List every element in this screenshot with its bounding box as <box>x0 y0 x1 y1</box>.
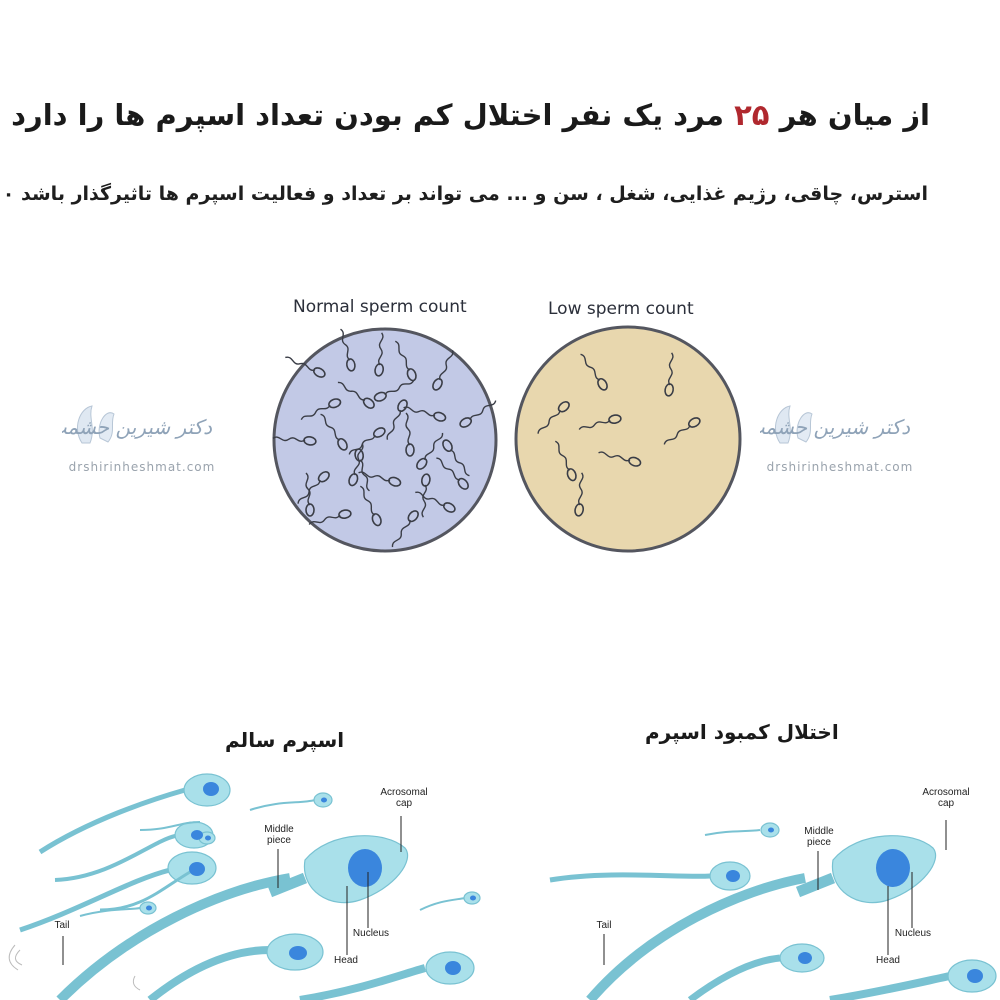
headline-after: مرد یک نفر اختلال کم بودن تعداد اسپرم ها را دارد <box>11 98 724 132</box>
healthy-sperm-title: اسپرم سالم <box>225 728 345 752</box>
watermark-url-left: drshirinheshmat.com <box>68 460 216 474</box>
sperm-deficiency-title: اختلال کمبود اسپرم <box>645 720 839 744</box>
label-acrosomal-cap-right: Acrosomal cap <box>922 787 970 809</box>
headline-before: از میان هر <box>769 98 930 132</box>
watermark-right <box>760 388 920 478</box>
label-acrosomal-cap-left: Acrosomal cap <box>380 787 428 809</box>
label-head-right: Head <box>876 955 900 966</box>
label-tail-right: Tail <box>596 920 612 931</box>
label-nucleus-left: Nucleus <box>352 928 390 939</box>
subline: استرس، چاقی، رژیم غذایی، شغل ، سن و ... می تواند بر تعداد و فعالیت اسپرم ها تاثیرگذار باشد ۰ <box>2 183 928 205</box>
sperm-count-comparison <box>270 320 750 560</box>
watermark-left <box>62 388 222 478</box>
normal-count-label: Normal sperm count <box>293 297 467 317</box>
label-nucleus-right: Nucleus <box>894 928 932 939</box>
watermark-logo-text-right: دکتر شیرین حشمت <box>760 415 910 439</box>
watermark-logo-right <box>760 388 920 458</box>
label-middle-piece-left: Middle piece <box>264 824 294 846</box>
headline-number: ۲۵ <box>734 98 770 132</box>
low-count-circle <box>516 327 740 551</box>
headline <box>11 98 930 132</box>
label-tail-left: Tail <box>54 920 70 931</box>
watermark-url-right: drshirinheshmat.com <box>766 460 914 474</box>
label-head-left: Head <box>334 955 358 966</box>
normal-count-circle <box>274 329 496 551</box>
watermark-logo-left <box>62 388 222 458</box>
low-count-label: Low sperm count <box>548 299 694 319</box>
watermark-logo-text-left: دکتر شیرین حشمت <box>62 415 212 439</box>
label-middle-piece-right: Middle piece <box>804 826 834 848</box>
